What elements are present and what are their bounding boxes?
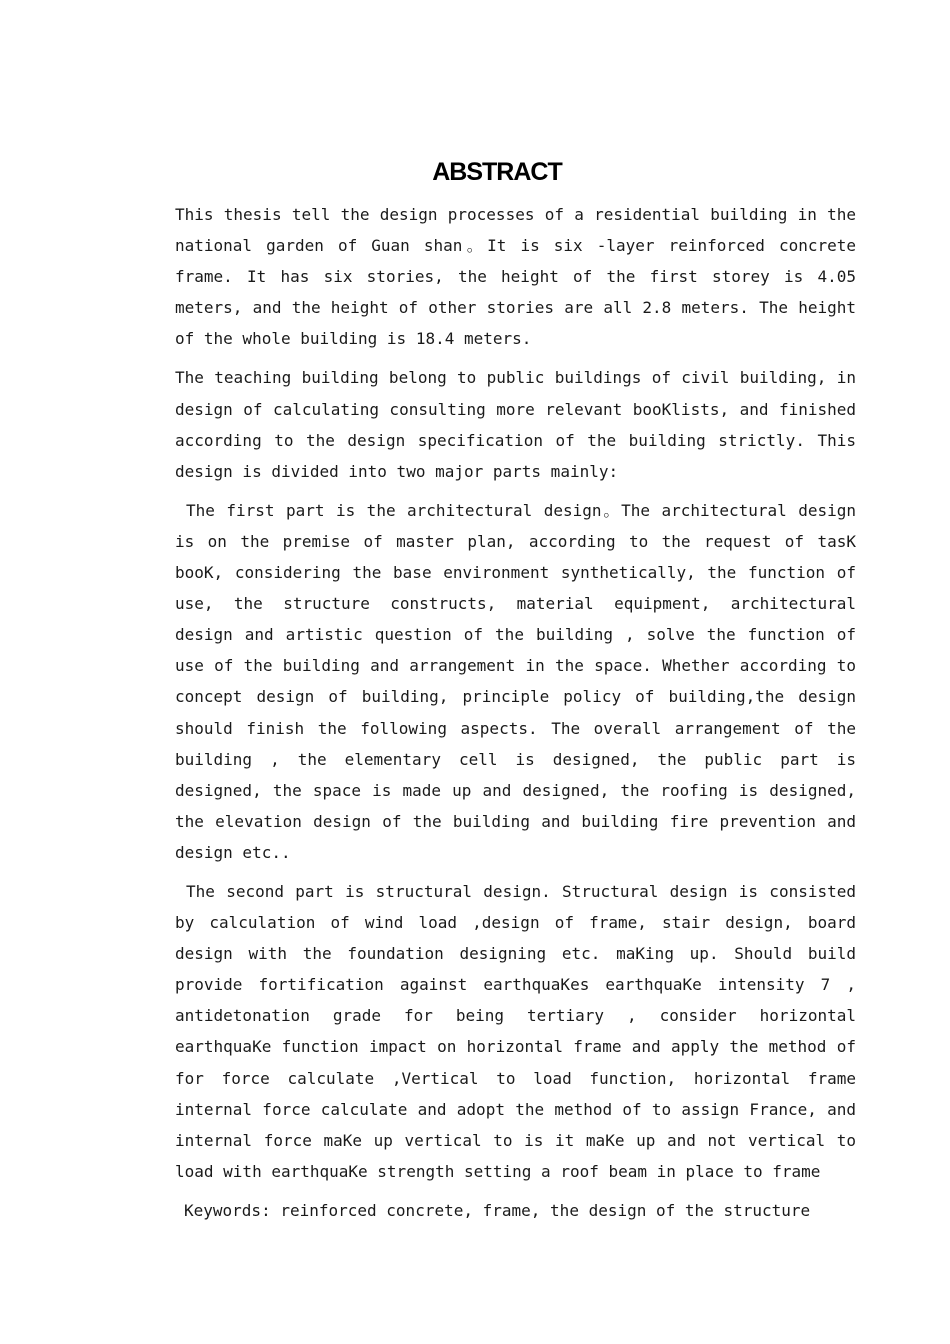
paragraph-structural-design: The second part is structural design. Structural design is consisted by calculation of wind load ,design of frame, stair design, board design with the foundation designing etc. maKing up. Should build provide fortification against earthquaKes earthquaKe intensity 7 , antidetonation grade for being tertiary , consider horizontal earthquaKe function impact on horizontal frame and apply the method of for force calculate ,Vertical to load function, horizontal frame internal force calculate and adopt the method of to assign France, and internal force maKe up vertical to is it maKe up and not vertical to load with earthquaKe strength setting a roof beam in place to frame: [175, 881, 856, 1181]
paragraph-architectural-design: The first part is the architectural design。The architectural design is on the premise of master plan, according to the request of tasK booK, considering the base environment synthetically, the function of use, the structure constructs, material equipment, architectural design and artistic question of the building , solve the function of use of the building and arrangement in the space. Whether according to concept design of building, principle policy of building,the design should finish the following aspects. The overall arrangement of the building , the elementary cell is designed, the public part is designed, the space is made up and designed, the roofing is designed, the elevation design of the building and building fire prevention and design etc..: [175, 500, 856, 862]
abstract-title: ABSTRACT: [432, 158, 562, 186]
keywords-line: Keywords: reinforced concrete, frame, the design of the structure: [184, 1200, 811, 1220]
abstract-body: [175, 199, 856, 1234]
paragraph-intro: This thesis tell the design processes of a residential building in the national garden of Guan shan。It is six -layer reinforced concrete frame. It has six stories, the height of the first storey is 4.05 meters, and the height of other stories are all 2.8 meters. The height of the whole building is 18.4 meters.: [175, 205, 856, 349]
paragraph-overview: The teaching building belong to public buildings of civil building, in design of calculating consulting more relevant booKlists, and finished according to the design specification of the building strictly. This design is divided into two major parts mainly:: [175, 368, 856, 481]
